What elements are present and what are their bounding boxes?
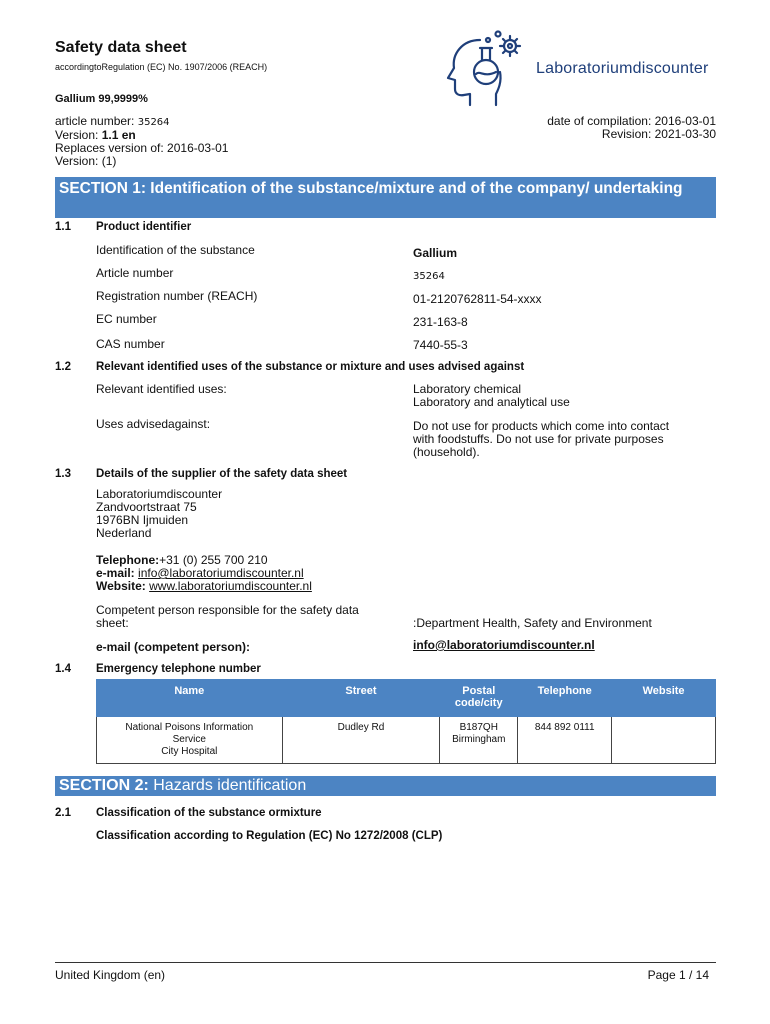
table-row <box>97 717 716 764</box>
subsection-1-2-title: Relevant identified uses of the substance or mixture and uses advised against <box>96 361 525 373</box>
product-name: Gallium 99,9999% <box>55 93 148 105</box>
subsection-1-1-title: Product identifier <box>96 221 192 233</box>
field-value: 35264 <box>413 271 445 282</box>
identified-uses-label: Relevant identified uses: <box>96 382 227 396</box>
email-label: e-mail: <box>96 566 135 580</box>
subsection-2-1-number: 2.1 <box>55 807 71 819</box>
column-header-street: Street <box>282 680 440 717</box>
cell-street: Dudley Rd <box>282 717 440 764</box>
document-title: Safety data sheet <box>55 39 187 56</box>
field-label: EC number <box>96 312 157 326</box>
competent-email-link[interactable]: info@laboratoriumdiscounter.nl <box>413 638 595 652</box>
column-header-postal: Postal code/city <box>440 680 518 717</box>
uses-advised-against-label: Uses advisedagainst: <box>96 417 211 431</box>
subsection-1-4-number: 1.4 <box>55 663 71 675</box>
supplier-city: 1976BN Ijmuiden <box>96 513 189 527</box>
emergency-contacts-table <box>96 679 716 764</box>
supplier-address <box>96 488 222 540</box>
uses-advised-against-value: Do not use for products which come into contact with foodstuffs. Do not use for private purposes (household). <box>413 419 670 459</box>
subsection-2-1-title: Classification of the substance ormixture <box>96 807 322 819</box>
replaces-version: Replaces version of: 2016-03-01 <box>55 141 229 155</box>
supplier-contact <box>96 554 312 593</box>
field-value: 7440-55-3 <box>413 338 468 352</box>
identified-uses-value: Laboratory chemical Laboratory and analytical use <box>413 382 570 409</box>
website-label: Website: <box>96 579 146 593</box>
compilation-date: date of compilation: 2016-03-01 <box>547 114 716 128</box>
cell-website <box>612 717 716 764</box>
version-value: 1.1 en <box>101 128 136 142</box>
competent-person-value: :Department Health, Safety and Environment <box>413 616 652 630</box>
subsection-1-3-title: Details of the supplier of the safety data sheet <box>96 468 348 480</box>
field-label: Article number <box>96 266 174 280</box>
footer-divider <box>55 962 716 963</box>
website-link[interactable]: www.laboratoriumdiscounter.nl <box>149 579 312 593</box>
article-number-label: article number: <box>55 114 135 128</box>
regulation-subtitle: accordingtoRegulation (EC) No. 1907/2006 (REACH) <box>55 62 268 72</box>
document-meta-right <box>547 115 716 141</box>
field-label: CAS number <box>96 337 165 351</box>
column-header-telephone: Telephone <box>518 680 612 717</box>
cell-name: National Poisons Information Service City Hospital <box>97 717 283 764</box>
field-value: Gallium <box>413 246 458 260</box>
logo-wordmark: Laboratoriumdiscounter <box>536 60 709 77</box>
table-header-row <box>97 680 716 717</box>
email-link[interactable]: info@laboratoriumdiscounter.nl <box>138 566 304 580</box>
supplier-country: Nederland <box>96 526 152 540</box>
field-label: Identification of the substance <box>96 243 255 257</box>
field-value: 231-163-8 <box>413 315 468 329</box>
head-flask-gear-icon <box>440 26 536 108</box>
clp-classification-title: Classification according to Regulation (EC) No 1272/2008 (CLP) <box>96 830 443 842</box>
subsection-1-4-title: Emergency telephone number <box>96 663 261 675</box>
competent-person-label: Competent person responsible for the safety data sheet: <box>96 603 359 630</box>
field-label: Registration number (REACH) <box>96 289 258 303</box>
footer-locale: United Kingdom (en) <box>55 968 166 982</box>
subsection-1-3-number: 1.3 <box>55 468 71 480</box>
column-header-name: Name <box>97 680 283 717</box>
supplier-company: Laboratoriumdiscounter <box>96 487 223 501</box>
telephone-value: +31 (0) 255 700 210 <box>159 553 268 567</box>
supplier-street: Zandvoortstraat 75 <box>96 500 197 514</box>
page-number: Page 1 / 14 <box>647 968 709 982</box>
revision-date: Revision: 2021-03-30 <box>601 127 716 141</box>
version-number: Version: (1) <box>55 154 117 168</box>
section-2-heading: SECTION 2: Hazards identification <box>55 776 716 796</box>
cell-postal: B187QH Birmingham <box>440 717 518 764</box>
section-1-heading: SECTION 1: Identification of the substance/mixture and of the company/ undertaking <box>55 177 716 218</box>
field-value: 01-2120762811-54-xxxx <box>413 292 542 306</box>
competent-email-label: e-mail (competent person): <box>96 640 251 654</box>
subsection-1-2-number: 1.2 <box>55 361 71 373</box>
telephone-label: Telephone: <box>96 553 160 567</box>
article-number-value: 35264 <box>137 117 170 128</box>
subsection-1-1-number: 1.1 <box>55 221 71 233</box>
document-meta-left <box>55 115 228 168</box>
cell-telephone: 844 892 0111 <box>518 717 612 764</box>
version-label: Version: <box>55 128 99 142</box>
column-header-website: Website <box>612 680 716 717</box>
company-logo <box>440 26 730 108</box>
